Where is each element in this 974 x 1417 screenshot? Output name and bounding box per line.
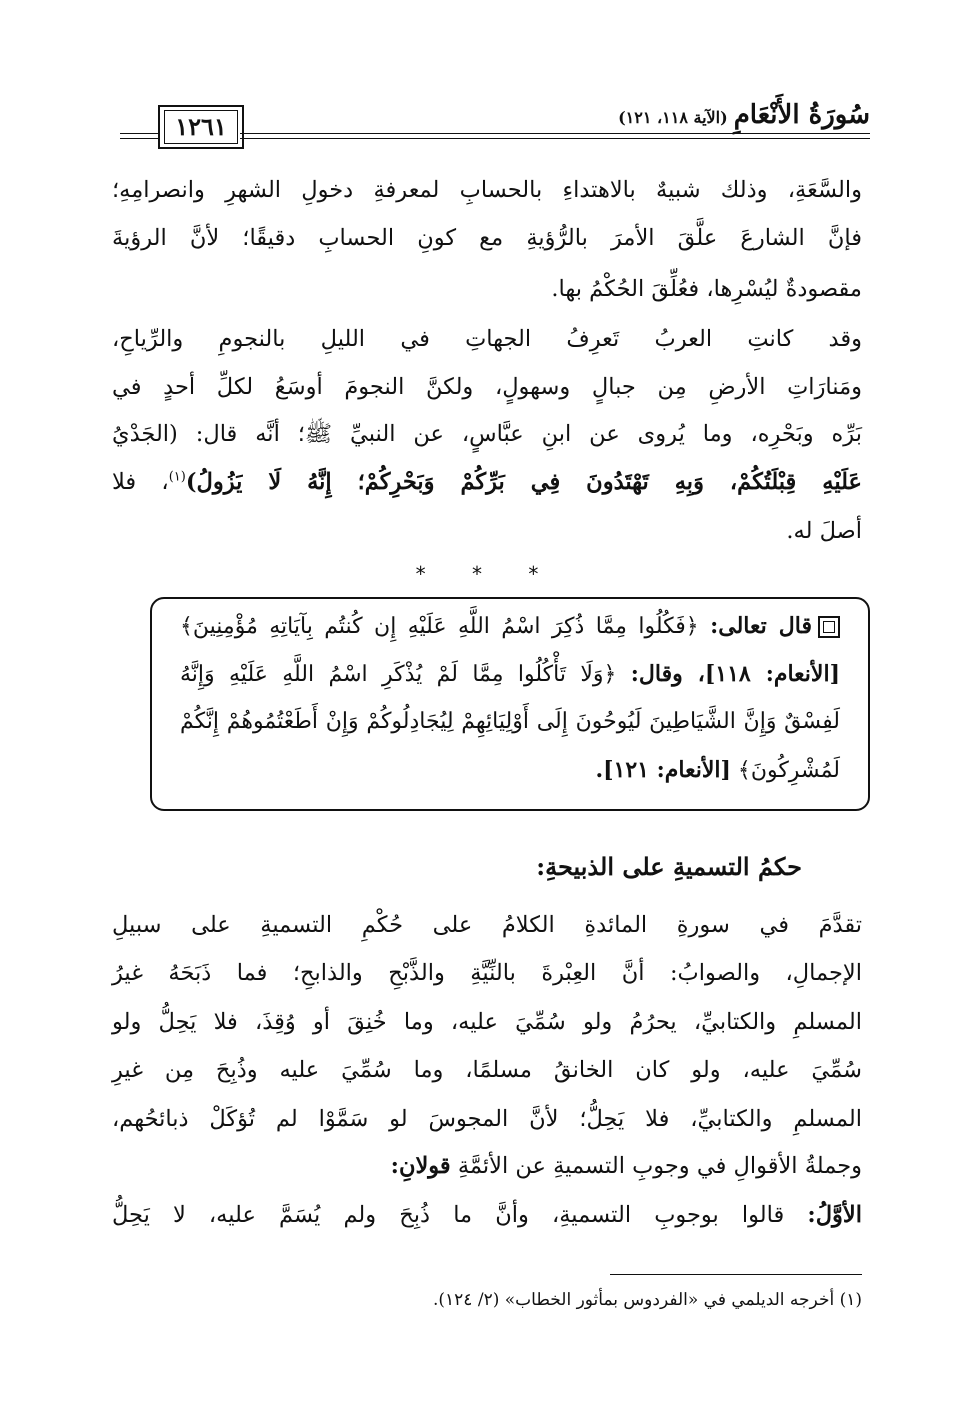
section-heading: حكمُ التسميةِ على الذبيحةِ:: [536, 852, 802, 881]
verse-range: (الآية ١١٨، ١٢١): [618, 108, 728, 127]
surah-title: سُورَةُ الأَنْعَامِ: [733, 100, 870, 130]
footnote-rule: [610, 1274, 862, 1275]
text-line: ومَنارَاتِ الأرضِ مِن جبالٍ وسهولٍ، ولكنَّ النجومَ أوسَعُ لكلِّ أحدٍ في: [112, 374, 862, 400]
page-number: ١٢٦١: [164, 110, 238, 144]
surah-header: [618, 100, 870, 130]
verse-line: [180, 613, 840, 639]
section-separator: * * *: [415, 562, 559, 586]
ornament-icon: [818, 616, 840, 638]
text-line: تقدَّمَ في سورةِ المائدةِ الكلامُ على حُكْمِ التسميةِ على سبيلِ: [112, 912, 862, 938]
text-line: [112, 1202, 862, 1228]
text-line: وقد كانتِ العربُ تَعرِفُ الجهاتِ في الليلِ بالنجومِ والرِّياحِ،: [112, 326, 862, 352]
verse-line: [180, 757, 840, 783]
text-line: مقصودةٌ ليُسْرِها، فعُلِّقَ الحُكْمُ بها.: [551, 276, 862, 302]
header-rule: [120, 138, 160, 139]
text-line: سُمِّيَ عليه، ولو كان الخانقُ مسلمًا، وما سُمِّيَ عليه وذُبِحَ مِن غيرِ: [112, 1057, 862, 1083]
text-line: الإجمالِ، والصوابُ: أنَّ العِبْرةَ بالنِّيَّةِ والذَّبْحِ والذابحِ؛ فما ذَبَحَهُ غيرُ: [112, 960, 862, 986]
text-line: والسَّعَةِ، وذلك شبيهٌ بالاهتداءِ بالحسابِ لمعرفةِ دخولِ الشهرِ وانصرامِهِ؛: [112, 177, 862, 203]
header-rule: [120, 133, 160, 134]
footnote-ref: (١): [168, 469, 186, 485]
text-fragment: ، فلا: [112, 469, 169, 495]
text-line: المسلمِ والكتابيِّ، فلا يَحِلُّ؛ لأنَّ المجوسَ لو سَمَّوْا لم تُؤكَلْ ذبائحُهم،: [112, 1106, 862, 1132]
text-fragment: قولانِ:: [390, 1153, 451, 1179]
verse-line: [180, 661, 840, 687]
verse-reference: [الأنعام: ١١٨]، وقال:: [630, 661, 840, 687]
verse-text: ﴿فَكُلُوا مِمَّا ذُكِرَ اسْمُ اللَّهِ عَلَيْهِ إِن كُنتُم بِآيَاتِهِ مُؤْمِنِينَ﴾: [180, 614, 699, 639]
verse-text: لَمُشْرِكُونَ﴾: [737, 758, 840, 783]
text-line: فإنَّ الشارعَ علَّقَ الأمرَ بالرُّؤيةِ مع كونِ الحسابِ دقيقًا؛ لأنَّ الرؤيةَ: [112, 225, 862, 251]
text-fragment: وجملةُ الأقوالِ في وجوبِ التسميةِ عن الأئمَّةِ: [457, 1153, 862, 1179]
text-line: [112, 1153, 862, 1179]
quran-verse-box: [150, 597, 870, 811]
text-line: المسلمِ والكتابيِّ، يحرُمُ ولو سُمِّيَ عليه، وما خُنِقَ أو وُقِذَ، فلا يَحِلُّ ولو: [112, 1009, 862, 1035]
text-line: أصلَ له.: [786, 518, 862, 544]
verse-text: ﴿وَلَا تَأْكُلُوا مِمَّا لَمْ يُذْكَرِ اسْمُ اللَّهِ عَلَيْهِ وَإِنَّهُ: [180, 662, 617, 687]
page-header: [120, 92, 870, 152]
page-number-box: [158, 105, 244, 149]
text-line: بَرِّه وبَحْرِه، وما يُروى عن ابنِ عبَّاسٍ، عن النبيِّ ﷺ؛ أنَّه قال: (الجَدْيُ: [112, 421, 862, 447]
text-fragment: قالوا بوجوبِ التسميةِ، وأنَّ ما ذُبِحَ ولم يُسَمَّ عليه، لا يَحِلُّ: [112, 1202, 785, 1228]
header-rule: [240, 138, 870, 139]
point-label: الأوَّلُ:: [807, 1202, 862, 1228]
verse-line: لَفِسْقٌ وَإِنَّ الشَّيَاطِينَ لَيُوحُونَ إِلَى أَوْلِيَائِهِمْ لِيُجَادِلُوكُمْ وَإِنْ أَطَعْتُمُوهُمْ إِنَّكُمْ: [180, 709, 840, 734]
hadith-text: عَلَيْهِ قِبْلَتُكُمْ، وَبِهِ تَهْتَدُونَ فِي بَرِّكُمْ وَبَحْرِكُمْ؛ إِنَّهُ لَا يَزُولُ): [185, 469, 862, 495]
verse-label: قال تعالى:: [710, 613, 812, 639]
text-line: [112, 469, 862, 495]
verse-reference: [الأنعام: ١٢١].: [595, 757, 731, 783]
header-rule: [240, 133, 870, 134]
footnote: (١) أخرجه الديلمي في «الفردوس بمأثور الخطاب» (٢/ ١٢٤).: [432, 1290, 862, 1310]
